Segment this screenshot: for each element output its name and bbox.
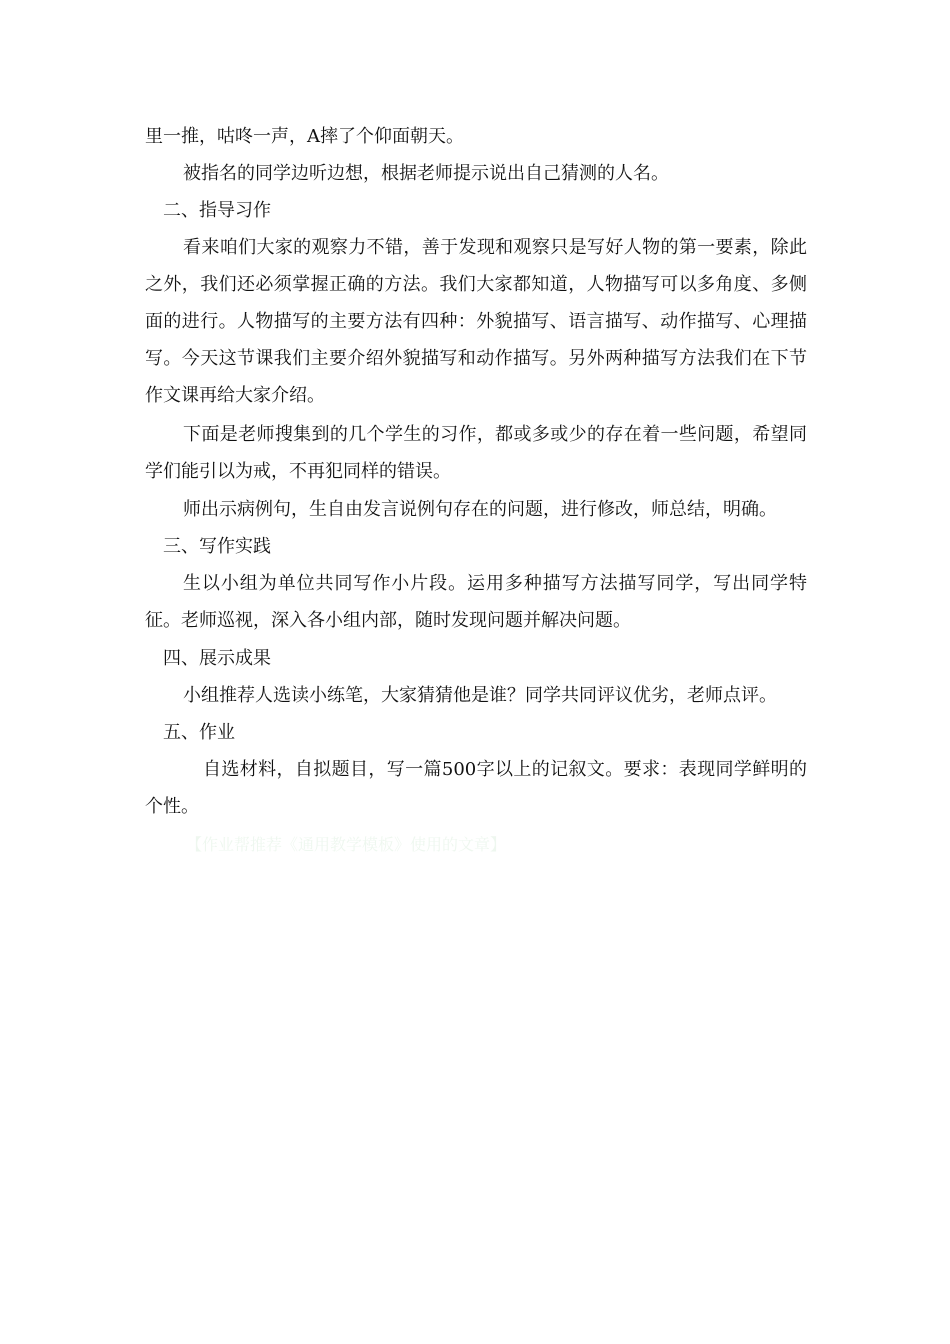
paragraph-example-sentences: 师出示病例句，生自由发言说例句存在的问题，进行修改，师总结，明确。 xyxy=(183,499,777,520)
paragraph-student-work: 下面是老师搜集到的几个学生的习作，都或多或少的存在着一些问题，希望同学们能引以为戒，不再犯同样的错误。 xyxy=(145,424,807,482)
paragraph-homework: 自选材料，自拟题目，写一篇500字以上的记叙文。要求：表现同学鲜明的个性。 xyxy=(145,759,807,817)
section-heading-guidance: 二、指导习作 xyxy=(163,200,271,221)
paragraph-guessing: 被指名的同学边听边想，根据老师提示说出自己猜测的人名。 xyxy=(183,163,669,184)
paragraph-showcase: 小组推荐人选读小练笔，大家猜猜他是谁？同学共同评议优劣，老师点评。 xyxy=(183,685,777,706)
paragraph-continuation: 里一推，咕咚一声，A摔了个仰面朝天。 xyxy=(145,126,464,147)
paragraph-description-methods: 看来咱们大家的观察力不错，善于发现和观察只是写好人物的第一要素，除此之外，我们还必须掌握正确的方法。我们大家都知道，人物描写可以多角度、多侧面的进行。人物描写的主要方法有四种：外貌描写、语言描写、动作描写、心理描写。今天这节课我们主要介绍外貌描写和动作描写。另外两种描写方法我们在下节作文课再给大家介绍。 xyxy=(145,237,807,406)
section-heading-homework: 五、作业 xyxy=(163,722,235,743)
section-heading-practice: 三、写作实践 xyxy=(163,536,271,557)
faint-watermark-text: 【作业帮推荐《通用教学模板》使用的文章】 xyxy=(186,835,507,854)
section-heading-showcase: 四、展示成果 xyxy=(163,648,271,669)
paragraph-group-writing: 生以小组为单位共同写作小片段。运用多种描写方法描写同学，写出同学特征。老师巡视，深入各小组内部，随时发现问题并解决问题。 xyxy=(145,573,807,631)
